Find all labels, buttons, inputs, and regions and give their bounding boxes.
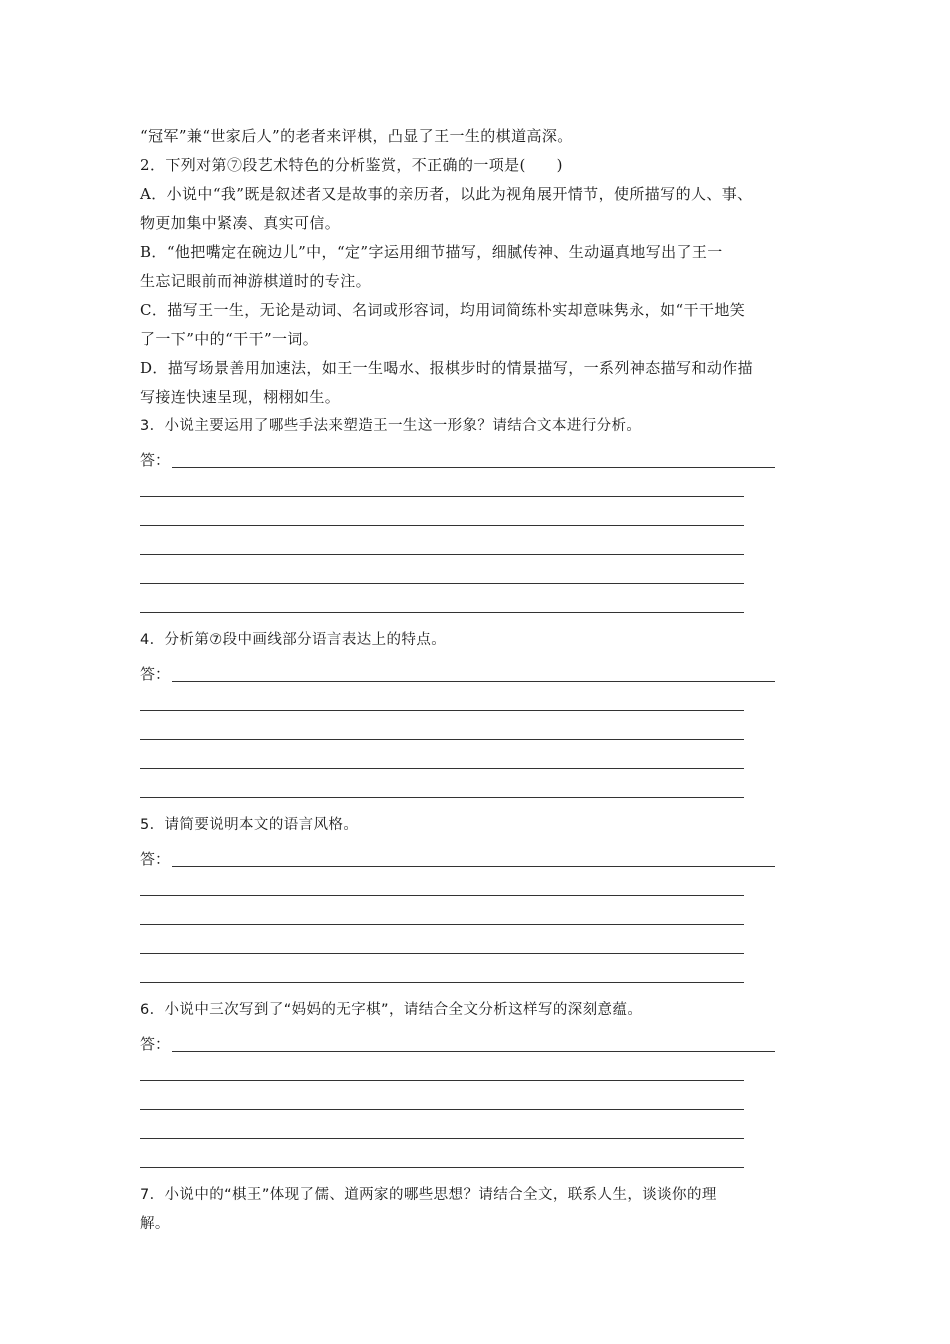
answer-label: 答： bbox=[140, 451, 171, 469]
answer-label: 答： bbox=[140, 1035, 171, 1053]
answer-row[interactable] bbox=[140, 1029, 825, 1055]
answer-label: 答： bbox=[140, 850, 171, 868]
answer-blank-line[interactable] bbox=[140, 529, 825, 558]
answer-blank-line[interactable] bbox=[140, 1055, 825, 1084]
answer-blank-line[interactable] bbox=[140, 743, 825, 772]
question-7-line-2: 解。 bbox=[140, 1216, 170, 1232]
option-b-line-1: B．“他把嘴定在碗边儿”中，“定”字运用细节描写，细腻传神、生动逼真地写出了王一 bbox=[140, 243, 723, 261]
answer-label: 答： bbox=[140, 665, 171, 683]
answer-row[interactable] bbox=[140, 844, 825, 870]
answer-blank-line[interactable] bbox=[140, 928, 825, 957]
answer-blank-line[interactable] bbox=[140, 772, 825, 801]
answer-blank-line[interactable] bbox=[140, 1113, 825, 1142]
answer-blank-line[interactable] bbox=[140, 870, 825, 899]
answer-row[interactable] bbox=[140, 659, 825, 685]
answer-blank-line[interactable] bbox=[140, 558, 825, 587]
answer-blank-line[interactable] bbox=[140, 500, 825, 529]
answer-blank-line[interactable] bbox=[140, 957, 825, 986]
answer-blank-line[interactable] bbox=[140, 685, 825, 714]
answer-blank-line[interactable] bbox=[140, 471, 825, 500]
option-d-line-1: D．描写场景善用加速法，如王一生喝水、报棋步时的情景描写，一系列神态描写和动作描 bbox=[140, 359, 754, 377]
answer-blank-line[interactable] bbox=[140, 1142, 825, 1171]
question-7-line-1: 7．小说中的“棋王”体现了儒、道两家的哪些思想？请结合全文，联系人生，谈谈你的理 bbox=[140, 1187, 717, 1203]
option-c-line-2: 了一下”中的“干干”一词。 bbox=[140, 330, 319, 348]
answer-blank-line[interactable] bbox=[140, 899, 825, 928]
answer-blank-line[interactable] bbox=[140, 1084, 825, 1113]
answer-line[interactable] bbox=[172, 467, 775, 468]
question-5: 5．请简要说明本文的语言风格。 bbox=[140, 817, 359, 833]
question-3: 3．小说主要运用了哪些手法来塑造王一生这一形象？请结合文本进行分析。 bbox=[140, 418, 642, 434]
answer-line[interactable] bbox=[172, 1051, 775, 1052]
question-4: 4．分析第⑦段中画线部分语言表达上的特点。 bbox=[140, 632, 447, 648]
question-2: 2．下列对第⑦段艺术特色的分析鉴赏，不正确的一项是( ) bbox=[140, 156, 563, 174]
text-line: “冠军”兼“世家后人”的老者来评棋，凸显了王一生的棋道高深。 bbox=[140, 127, 573, 145]
answer-blank-line[interactable] bbox=[140, 714, 825, 743]
answer-line[interactable] bbox=[172, 866, 775, 867]
option-a-line-1: A．小说中“我”既是叙述者又是故事的亲历者，以此为视角展开情节，使所描写的人、事、 bbox=[140, 185, 753, 203]
option-b-line-2: 生忘记眼前而神游棋道时的专注。 bbox=[140, 272, 372, 290]
option-c-line-1: C．描写王一生，无论是动词、名词或形容词，均用词简练朴实却意味隽永，如“干干地笑 bbox=[140, 301, 746, 319]
question-6: 6．小说中三次写到了“妈妈的无字棋”，请结合全文分析这样写的深刻意蕴。 bbox=[140, 1002, 643, 1018]
answer-blank-line[interactable] bbox=[140, 587, 825, 616]
option-a-line-2: 物更加集中紧凑、真实可信。 bbox=[140, 214, 341, 232]
document-page bbox=[140, 122, 825, 1239]
answer-row[interactable] bbox=[140, 445, 825, 471]
answer-line[interactable] bbox=[172, 681, 775, 682]
option-d-line-2: 写接连快速呈现，栩栩如生。 bbox=[140, 388, 341, 406]
